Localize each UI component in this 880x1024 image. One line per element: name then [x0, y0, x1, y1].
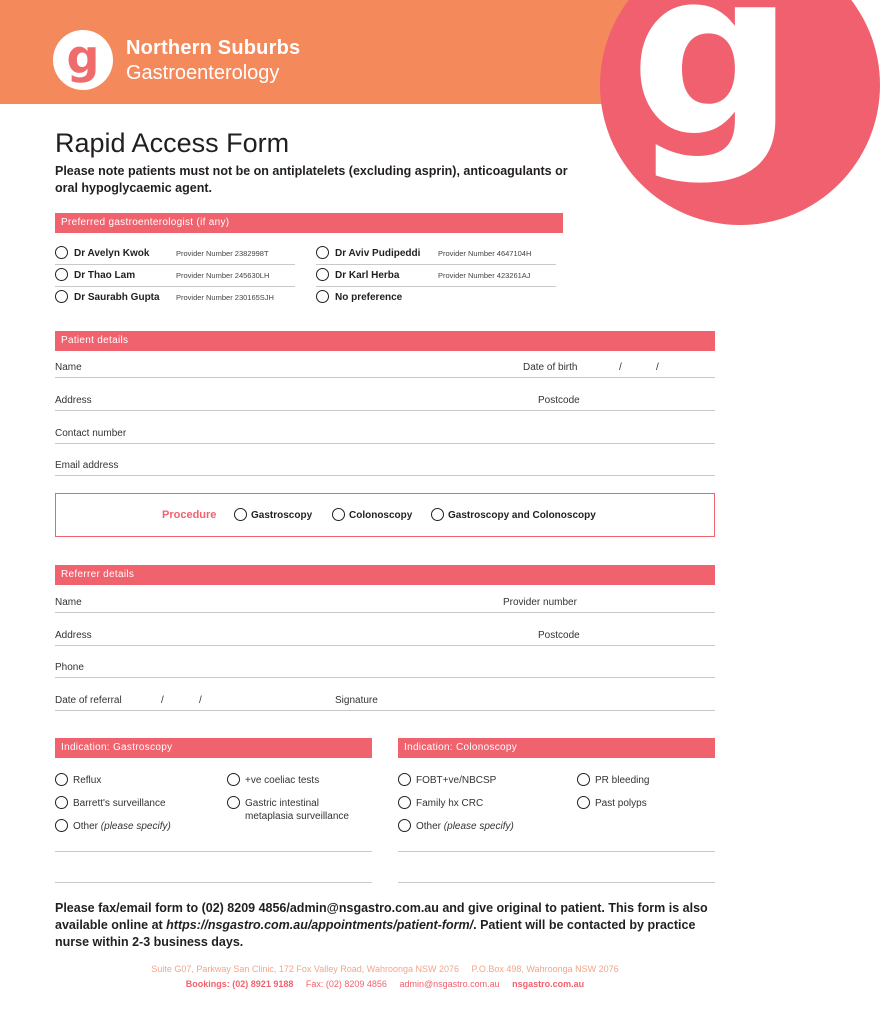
brand-subtitle: Gastroenterology — [126, 62, 280, 84]
decorative-g-circle-icon — [600, 0, 880, 225]
patient-address-field[interactable] — [55, 395, 715, 411]
page-title: Rapid Access Form — [55, 128, 290, 158]
field-label: Provider number — [503, 597, 577, 608]
radio-icon[interactable] — [55, 268, 68, 281]
eligibility-note: Please note patients must not be on antiplatelets (excluding asprin), anticoagulants or oral hypoglycaemic agent. — [55, 164, 568, 195]
field-label: Signature — [335, 695, 378, 706]
form-url-link[interactable]: https://nsgastro.com.au/appointments/patient-form/ — [166, 918, 474, 932]
option-label: Barrett's surveillance — [73, 798, 166, 809]
radio-icon[interactable] — [234, 508, 247, 521]
indication-gastroscopy-heading: Indication: Gastroscopy — [55, 738, 372, 758]
date-separator: / — [619, 362, 622, 373]
referrer-address-field[interactable] — [55, 630, 715, 646]
option-label: Gastroscopy — [251, 510, 313, 521]
provider-number: Provider Number 245630LH — [176, 271, 270, 280]
doctor-name: Dr Thao Lam — [74, 270, 136, 281]
radio-icon[interactable] — [55, 819, 68, 832]
field-label: Name — [55, 362, 82, 373]
patient-name-field[interactable] — [55, 362, 715, 378]
date-separator: / — [656, 362, 659, 373]
field-label: Contact number — [55, 428, 127, 439]
brand-name: Northern Suburbs — [126, 37, 301, 59]
option-label: Other — [416, 821, 442, 832]
provider-number: Provider Number 230165SJH — [176, 293, 274, 302]
doctor-name: No preference — [335, 292, 403, 303]
doctor-option[interactable] — [55, 265, 295, 287]
radio-icon[interactable] — [227, 773, 240, 786]
no-preference-option[interactable] — [316, 287, 556, 309]
patient-email-field[interactable] — [55, 460, 715, 476]
radio-icon[interactable] — [398, 796, 411, 809]
fax-number: Fax: (02) 8209 4856 — [305, 979, 387, 989]
radio-icon[interactable] — [577, 796, 590, 809]
doctor-option[interactable] — [55, 243, 295, 265]
street-address: Suite G07, Parkway San Clinic, 172 Fox Valley Road, Wahroonga NSW 2076 — [151, 964, 460, 974]
provider-number: Provider Number 423261AJ — [438, 271, 531, 280]
option-hint: (please specify) — [100, 821, 171, 832]
referrer-details-heading: Referrer details — [55, 565, 715, 585]
indication-colonoscopy-heading: Indication: Colonoscopy — [398, 738, 715, 758]
logo-icon — [53, 30, 113, 90]
radio-icon[interactable] — [55, 246, 68, 259]
radio-icon[interactable] — [227, 796, 240, 809]
submission-instructions — [55, 900, 715, 951]
doctor-name: Dr Saurabh Gupta — [74, 292, 160, 303]
logo-letter: g — [66, 30, 100, 84]
doctor-option[interactable] — [55, 287, 295, 309]
referral-date-field[interactable] — [55, 695, 715, 711]
practice-contacts — [0, 979, 770, 989]
option-label: FOBT+ve/NBCSP — [416, 775, 497, 786]
radio-icon[interactable] — [577, 773, 590, 786]
radio-icon[interactable] — [316, 268, 329, 281]
date-separator: / — [161, 695, 164, 706]
website-link[interactable]: nsgastro.com.au — [512, 979, 585, 989]
patient-contact-field[interactable] — [55, 428, 715, 444]
doctor-name: Dr Aviv Pudipeddi — [335, 248, 421, 259]
radio-icon[interactable] — [55, 290, 68, 303]
specify-line[interactable] — [55, 882, 372, 883]
field-label: Name — [55, 597, 82, 608]
radio-icon[interactable] — [55, 773, 68, 786]
option-label: Reflux — [73, 775, 102, 786]
option-hint: (please specify) — [443, 821, 514, 832]
field-label: Postcode — [538, 630, 580, 641]
instructions-text: . Patient will be contacted by practice nurse within 2-3 business days. — [55, 918, 696, 949]
email-link[interactable]: admin@nsgastro.com.au — [399, 979, 500, 989]
specify-line[interactable] — [398, 851, 715, 852]
procedure-box — [55, 493, 715, 537]
option-label: Past polyps — [595, 798, 647, 809]
option-label: Colonoscopy — [349, 510, 413, 521]
specify-line[interactable] — [398, 882, 715, 883]
field-label: Email address — [55, 460, 119, 471]
field-label: Address — [55, 395, 92, 406]
option-label: +ve coeliac tests — [245, 775, 320, 786]
doctor-option[interactable] — [316, 265, 556, 287]
doctor-option[interactable] — [316, 243, 556, 265]
doctor-name: Dr Avelyn Kwok — [74, 248, 150, 259]
radio-icon[interactable] — [398, 819, 411, 832]
field-label: Date of referral — [55, 695, 122, 706]
radio-icon[interactable] — [398, 773, 411, 786]
doctor-name: Dr Karl Herba — [335, 270, 400, 281]
referrer-phone-field[interactable] — [55, 662, 715, 678]
option-label: metaplasia surveillance — [245, 811, 349, 822]
radio-icon[interactable] — [55, 796, 68, 809]
field-label: Address — [55, 630, 92, 641]
preferred-gastro-heading: Preferred gastroenterologist (if any) — [55, 213, 563, 233]
provider-number: Provider Number 4647104H — [438, 249, 532, 258]
field-label: Postcode — [538, 395, 580, 406]
instructions-text: Please fax/email form to (02) 8209 4856/admin@nsgastro.com.au and give original to patient. This form is also available online at — [55, 901, 708, 932]
procedure-label: Procedure — [162, 509, 217, 521]
field-label: Date of birth — [523, 362, 578, 373]
option-label: PR bleeding — [595, 775, 650, 786]
provider-number: Provider Number 2382998T — [176, 249, 269, 258]
radio-icon[interactable] — [316, 290, 329, 303]
option-label: Gastric intestinal — [245, 798, 319, 809]
radio-icon[interactable] — [316, 246, 329, 259]
po-box: P.O.Box 498, Wahroonga NSW 2076 — [471, 964, 619, 974]
referrer-name-field[interactable] — [55, 597, 715, 613]
option-label: Other — [73, 821, 99, 832]
practice-address — [0, 964, 770, 974]
field-label: Phone — [55, 662, 84, 673]
decorative-g-letter: g — [630, 0, 795, 188]
bookings-phone: Bookings: (02) 8921 9188 — [185, 979, 294, 989]
option-label: Gastroscopy and Colonoscopy — [448, 510, 596, 521]
radio-icon[interactable] — [431, 508, 444, 521]
radio-icon[interactable] — [332, 508, 345, 521]
date-separator: / — [199, 695, 202, 706]
specify-line[interactable] — [55, 851, 372, 852]
patient-details-heading: Patient details — [55, 331, 715, 351]
option-label: Family hx CRC — [416, 798, 484, 809]
